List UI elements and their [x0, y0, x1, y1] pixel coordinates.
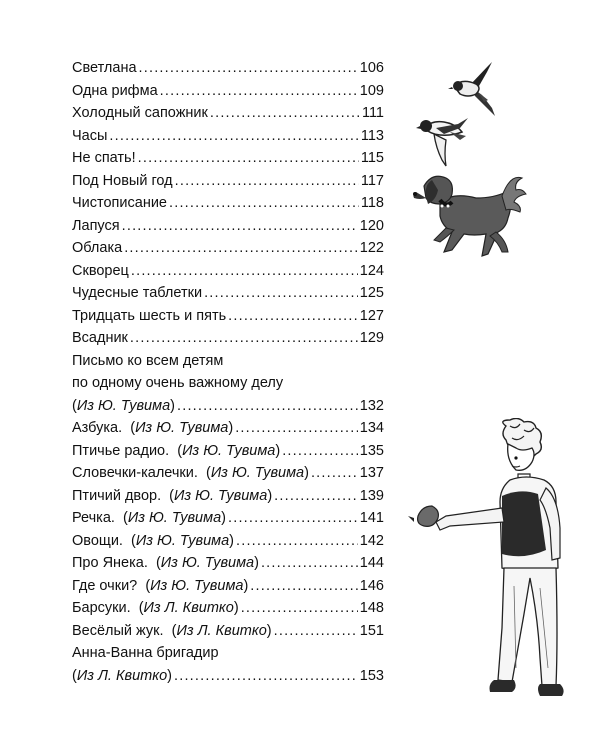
toc-entry	[72, 350, 384, 418]
dot-leader	[311, 462, 358, 485]
toc-entry-title-text: Речка.	[72, 510, 115, 526]
toc-entry-title: (Из Л. Квитко)	[72, 667, 172, 684]
toc-entry-title-text: Светлана	[72, 60, 137, 76]
toc-entry-title-line: по одному очень важному делу	[72, 375, 284, 391]
toc-entry-row	[72, 237, 384, 260]
toc-entry-title	[72, 237, 122, 260]
toc-entry-page: 151	[359, 622, 384, 639]
toc-entry-title-text: Холодный сапожник	[72, 105, 208, 121]
dot-leader	[160, 80, 358, 103]
toc-entry	[72, 305, 384, 328]
toc-entry-title-text: Тридцать шесть и пять	[72, 307, 227, 324]
toc-entry-row	[72, 575, 384, 598]
toc-entry-row	[72, 440, 384, 463]
toc-entry-row	[72, 102, 384, 125]
toc-entry-row	[72, 530, 384, 553]
toc-entry-title-text: Скворец	[72, 262, 129, 279]
toc-entry-title	[72, 80, 158, 103]
toc-entry-page: 153	[359, 667, 384, 684]
toc-entry-title-text: Не спать!	[72, 150, 136, 166]
toc-entry	[72, 192, 384, 215]
toc-entry-title-line: Письмо ко всем детям	[72, 352, 224, 369]
toc-entry-title-text: Где очки?	[72, 577, 138, 594]
toc-entry	[72, 597, 384, 620]
toc-entry-page: 142	[359, 532, 384, 549]
dot-leader	[228, 507, 358, 530]
toc-entry	[72, 147, 384, 170]
toc-entry-title-text: Барсуки.	[72, 600, 131, 616]
toc-entry-page: 115	[360, 150, 384, 166]
toc-entry-title	[72, 147, 136, 170]
toc-entry	[72, 575, 384, 598]
toc-entry-page: 129	[359, 330, 384, 346]
toc-entry	[72, 282, 384, 305]
toc-entry-title: Азбука. (Из Ю. Тувима)	[72, 420, 234, 436]
toc-entry-title-text: Под Новый год	[72, 172, 173, 189]
toc-entry-row	[72, 192, 384, 215]
toc-entry-source: Из Ю. Тувима	[135, 420, 229, 436]
toc-entry	[72, 620, 384, 643]
dot-leader	[228, 305, 358, 328]
toc-entry-title-text: Одна рифма	[72, 82, 158, 99]
dot-leader	[139, 57, 358, 80]
toc-entry	[72, 170, 384, 193]
toc-entry-title	[72, 327, 128, 350]
toc-entry-title-text: Словечки-калечки.	[72, 465, 198, 481]
table-of-contents	[72, 57, 384, 687]
toc-entry-row	[72, 620, 384, 643]
dot-leader	[210, 102, 360, 125]
toc-entry	[72, 417, 384, 440]
toc-entry-row	[72, 170, 384, 193]
dot-leader	[130, 327, 358, 350]
toc-entry-title	[72, 57, 137, 80]
toc-entry-row	[72, 485, 384, 508]
toc-entry-row	[72, 507, 384, 530]
toc-entry-title-text: Чистописание	[72, 195, 167, 211]
toc-entry-source: Из Л. Квитко	[76, 667, 168, 684]
toc-entry-row	[72, 215, 384, 238]
toc-entry-page: 137	[359, 465, 384, 481]
dot-leader	[131, 260, 358, 283]
toc-entry-source: Из Ю. Тувима	[76, 397, 171, 414]
toc-entry-page: 132	[359, 397, 384, 414]
toc-entry-source: Из Ю. Тувима	[150, 577, 244, 594]
toc-entry-page: 113	[360, 127, 384, 144]
toc-entry	[72, 462, 384, 485]
dot-leader	[274, 485, 358, 508]
dot-leader	[235, 417, 358, 440]
toc-entry-page: 144	[359, 555, 384, 571]
toc-entry-title: Про Янека. (Из Ю. Тувима)	[72, 555, 259, 571]
toc-entry-source: Из Ю. Тувима	[182, 442, 276, 459]
toc-entry-title-text: Овощи.	[72, 532, 123, 549]
toc-entry-page: 134	[359, 420, 384, 436]
toc-entry-source: Из Ю. Тувима	[160, 555, 255, 571]
toc-entry-page: 141	[359, 510, 384, 526]
dot-leader	[109, 125, 358, 148]
toc-entry-title-text: Облака	[72, 240, 123, 256]
toc-entry-title-text: Весёлый жук.	[72, 622, 164, 639]
toc-entry-title	[72, 102, 208, 125]
toc-entry-title	[72, 192, 167, 215]
toc-entry-row	[72, 597, 384, 620]
dot-leader	[261, 552, 358, 575]
toc-entry-title: Птичий двор. (Из Ю. Тувима)	[72, 487, 273, 504]
toc-entry	[72, 530, 384, 553]
toc-entry-row	[72, 462, 384, 485]
toc-entry-page: 139	[359, 487, 384, 504]
toc-entry-page: 109	[359, 82, 384, 99]
toc-entry-row	[72, 665, 384, 688]
dot-leader	[241, 597, 358, 620]
dot-leader	[174, 665, 358, 688]
toc-entry-row	[72, 305, 384, 328]
dog-icon	[410, 168, 530, 264]
toc-entry	[72, 102, 384, 125]
toc-entry	[72, 642, 384, 687]
toc-entry-page: 135	[359, 442, 384, 459]
toc-entry-title	[72, 282, 202, 305]
toc-entry-page: 148	[359, 600, 384, 616]
toc-entry-title	[72, 260, 129, 283]
dot-leader	[282, 440, 358, 463]
toc-entry-title-text: Чудесные таблетки	[72, 285, 203, 301]
toc-entry-source: Из Л. Квитко	[176, 622, 267, 639]
toc-entry	[72, 80, 384, 103]
toc-entry-row	[72, 80, 384, 103]
toc-entry-title: Словечки-калечки. (Из Ю. Тувима)	[72, 465, 309, 481]
toc-entry	[72, 125, 384, 148]
toc-entry-page: 124	[359, 262, 384, 279]
toc-entry	[72, 215, 384, 238]
toc-entry-page: 146	[359, 577, 384, 594]
toc-entry-page: 111	[361, 105, 384, 121]
toc-entry-row	[72, 417, 384, 440]
toc-entry-title	[72, 170, 173, 193]
toc-entry-page: 117	[360, 172, 384, 189]
toc-entry-page: 122	[359, 240, 384, 256]
toc-entry-title: Барсуки. (Из Л. Квитко)	[72, 600, 239, 616]
toc-entry	[72, 57, 384, 80]
toc-entry-page: 118	[360, 195, 384, 211]
dot-leader	[236, 530, 358, 553]
dot-leader	[177, 395, 358, 418]
toc-entry-page: 127	[359, 307, 384, 324]
toc-entry-page: 106	[359, 60, 384, 76]
dot-leader	[204, 282, 358, 305]
toc-entry-title-text: Часы	[72, 127, 108, 144]
dot-leader	[175, 170, 359, 193]
toc-entry-row	[72, 125, 384, 148]
toc-entry	[72, 440, 384, 463]
toc-entry-title: Птичье радио. (Из Ю. Тувима)	[72, 442, 281, 459]
toc-entry-row	[72, 260, 384, 283]
toc-entry-title-text: Птичье радио.	[72, 442, 170, 459]
toc-entry	[72, 237, 384, 260]
toc-entry	[72, 507, 384, 530]
toc-entry-title-text: Лапуся	[72, 217, 120, 234]
toc-entry-title: Речка. (Из Ю. Тувима)	[72, 510, 226, 526]
toc-entry-title-text: Про Янека.	[72, 555, 148, 571]
toc-entry-title: Где очки? (Из Ю. Тувима)	[72, 577, 249, 594]
toc-entry	[72, 485, 384, 508]
toc-entry	[72, 552, 384, 575]
toc-entry-title	[72, 125, 107, 148]
toc-entry-source: Из Л. Квитко	[143, 600, 234, 616]
toc-entry-title-text: Всадник	[72, 330, 128, 346]
toc-entry-title-text: Азбука.	[72, 420, 123, 436]
toc-entry-page: 125	[359, 285, 384, 301]
dot-leader	[122, 215, 358, 238]
toc-entry	[72, 327, 384, 350]
toc-entry-row	[72, 395, 384, 418]
dot-leader	[138, 147, 359, 170]
toc-entry-title-line: Анна-Ванна бригадир	[72, 645, 219, 661]
toc-entry-row	[72, 552, 384, 575]
toc-entry-title: Овощи. (Из Ю. Тувима)	[72, 532, 234, 549]
toc-entry-row	[72, 57, 384, 80]
toc-entry-title-text: Птичий двор.	[72, 487, 162, 504]
toc-entry-row	[72, 147, 384, 170]
boy-with-bird-icon	[406, 418, 582, 700]
toc-entry-source: Из Ю. Тувима	[210, 465, 305, 481]
toc-entry	[72, 260, 384, 283]
toc-entry-source: Из Ю. Тувима	[127, 510, 222, 526]
toc-entry-title: Весёлый жук. (Из Л. Квитко)	[72, 622, 272, 639]
toc-entry-page: 120	[359, 217, 384, 234]
toc-entry-row	[72, 282, 384, 305]
toc-entry-source: Из Ю. Тувима	[174, 487, 268, 504]
toc-entry-title	[72, 215, 120, 238]
toc-entry-title	[72, 305, 226, 328]
dot-leader	[124, 237, 358, 260]
dot-leader	[274, 620, 358, 643]
bird-icon	[416, 110, 472, 168]
dot-leader	[169, 192, 359, 215]
toc-entry-title: (Из Ю. Тувима)	[72, 397, 175, 414]
dot-leader	[250, 575, 358, 598]
toc-entry-source: Из Ю. Тувима	[135, 532, 230, 549]
toc-entry-row	[72, 327, 384, 350]
